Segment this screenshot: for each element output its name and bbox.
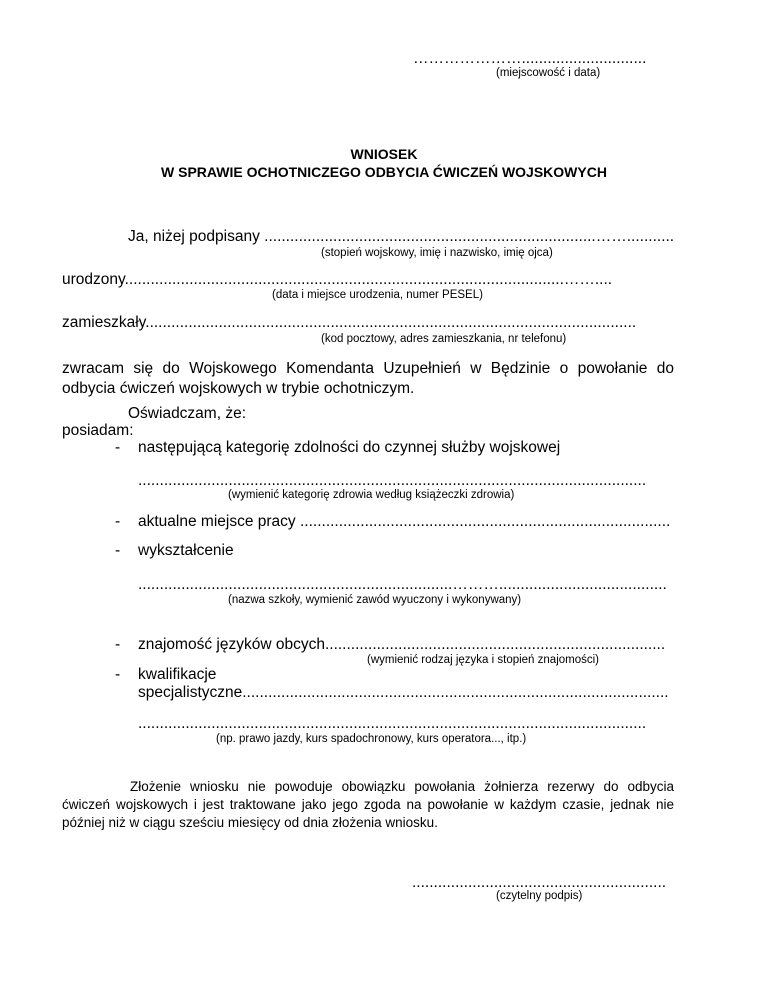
born-row (62, 271, 612, 289)
qual-label-line1: kwalifikacje (138, 666, 217, 683)
applicant-field[interactable]: .............................................................................……........... (259, 228, 675, 245)
work-dash: - (115, 513, 121, 530)
qual-field-2[interactable]: ...................................................................................................................... (138, 715, 647, 732)
languages-label: znajomość języków obcych (138, 636, 325, 653)
signature-caption: (czytelny podpis) (496, 890, 583, 902)
born-field[interactable]: ......................................................................................................…….... (124, 271, 613, 288)
languages-caption: (wymienić rodzaj języka i stopień znajomości) (367, 654, 599, 666)
residence-field[interactable]: .................................................................................................................. (145, 314, 637, 331)
languages-dash: - (115, 636, 121, 653)
document-title: WNIOSEK (350, 146, 418, 162)
work-label: aktualne miejsce pracy (138, 513, 296, 530)
born-label: urodzony (62, 271, 125, 288)
place-date-dots[interactable]: …………………............................. (413, 50, 647, 67)
possess-text: posiadam: (62, 422, 134, 439)
declare-text: Oświadczam, że: (128, 405, 247, 422)
languages-field[interactable]: ............................................................................... (324, 636, 666, 653)
document-subtitle: W SPRAWIE OCHOTNICZEGO ODBYCIA ĆWICZEŃ WOJSKOWYCH (161, 164, 607, 180)
qual-field[interactable]: ................................................................................................... (242, 684, 669, 701)
fitness-dash: - (115, 439, 121, 456)
request-paragraph: zwracam się do Wojskowego Komendanta Uzupełnień w Będzinie o powołanie do odbycia ćwiczeń wojskowych w trybie ochotniczym. (62, 360, 674, 397)
education-label: wykształcenie (138, 542, 234, 559)
education-caption: (nazwa szkoły, wymienić zawód wyuczony i wykonywany) (228, 594, 522, 606)
education-field[interactable]: .........................................................................………....................................... (138, 576, 667, 593)
work-field[interactable]: ...................................................................................... (295, 513, 671, 530)
work-row (138, 513, 670, 531)
languages-row (138, 636, 665, 654)
fitness-field[interactable]: ...................................................................................................................... (138, 472, 647, 489)
born-caption: (data i miejsce urodzenia, numer PESEL) (272, 289, 483, 301)
education-dash: - (115, 542, 121, 559)
notice-paragraph: Złożenie wniosku nie powoduje obowiązku powołania żołnierza rezerwy do odbycia ćwiczeń wojskowych i jest traktowane jako jego zgoda na powołanie w każdym czasie, jednak nie później niż w ciągu sześciu miesięcy od dnia złożenia wniosku. (62, 779, 674, 830)
fitness-label: następującą kategorię zdolności do czynnej służby wojskowej (138, 439, 561, 456)
applicant-caption: (stopień wojskowy, imię i nazwisko, imię ojca) (321, 247, 553, 259)
qual-caption: (np. prawo jazdy, kurs spadochronowy, kurs operatora..., itp.) (216, 733, 527, 745)
residence-caption: (kod pocztowy, adres zamieszkania, nr telefonu) (321, 333, 567, 345)
residence-row (62, 314, 636, 332)
qual-row (138, 684, 669, 702)
qual-label-line2: specjalistyczne (138, 684, 243, 701)
applicant-label: Ja, niżej podpisany (128, 228, 260, 245)
fitness-caption: (wymienić kategorię zdrowia według książeczki zdrowia) (228, 489, 515, 501)
applicant-row (128, 228, 674, 246)
qual-dash: - (115, 666, 121, 683)
residence-label: zamieszkały (62, 314, 146, 331)
place-date-caption: (miejscowość i data) (496, 67, 601, 79)
signature-field[interactable]: ........................................................... (412, 874, 667, 891)
